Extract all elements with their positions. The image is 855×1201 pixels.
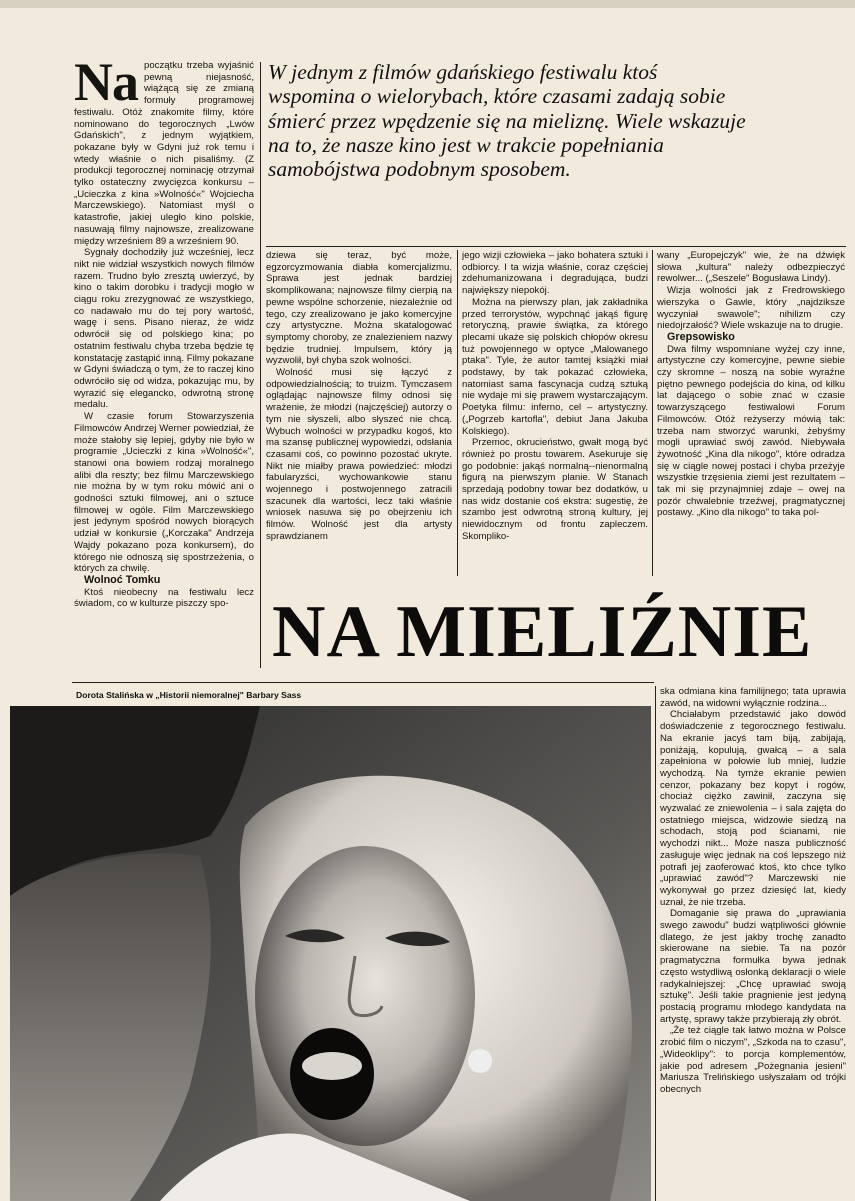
paragraph-1-text: początku trzeba wyjaśnić pewną niejasność, wiążącą się ze zmianą formuły programowej festiwalu. Otóż znakomite filmy, które nominowano do tegorocznych „Lwów Gdańskich", z jednym wyjątkiem, pokazane były w Gdyni już rok temu i wtedy właśnie o nich pisaliśmy. (Z produkcji tegorocznej nominację otrzymał tylko ostateczny zwycięzca konkursu – „Ucieczka z kina »Wolność«" Wojciecha Marczewskiego). Natomiast myśl o katastrofie, jakiej uległo kino polskie, nasuwają filmy najnowsze, zrealizowane między wrześniem 89 a wrześniem 90. [74, 60, 254, 247]
paragraph-4: „Że też ciągle tak łatwo można w Polsce zrobić film o niczym", „Szkoda na to czasu", „Wideoklipy": to porcja komplementów, jakie pod adresem „Pożegnania jesieni" Mariusza Trelińskiego usłyszałam od trójki obecnych [660, 1025, 846, 1095]
paragraph-2: Wizja wolności jak z Fredrowskiego wierszyka o Gawle, który „najdziksze wyczyniał swawole"; nihilizm czy niedojrzałość? Wiele wskazuje na to drugie. [657, 285, 845, 332]
paragraph-3: Domaganie się prawa do „uprawiania swego zawodu" budzi wątpliwości głównie dlatego, że jest jakby trochę zanadto skierowane na siebie. Ta na pozór pragmatyczna formułka bywa jednak często wstydliwą osłonką deklaracji o wiele radykalniejszej: „Chcę uprawiać swoją sztukę". Jeśli takie pragnienie jest jedyną postacią programu młodego kandydata na artystę, sprawy także przybierają zły obrót. [660, 908, 846, 1025]
lead-rule [266, 246, 846, 247]
lead-paragraph [268, 60, 748, 181]
column-rule-2 [457, 250, 458, 576]
lead-text: W jednym z filmów gdańskiego festiwalu ktoś wspomina o wielorybach, które czasami zadają sobie śmierć przez wpędzenie się na mieliznę. Wiele wskazuje na to, że nasze kino jest w trakcie popełniania samobójstwa podobnym sposobem. [268, 60, 746, 182]
caption-rule [72, 682, 654, 683]
photo-scream-scene [10, 706, 651, 1201]
column-1 [74, 60, 254, 670]
paragraph-2: Można na pierwszy plan, jak zakładnika przed terrorystów, wypchnąć jakąś figurę retoryczną, prawie świątka, za którego plecami ukaże się polskich chłopów okresu tuż powojennego w optyce „Malowanego ptaka". Tyle, że autor tamtej książki miał podstawy, by tak pokazać człowieka, natomiast sama fascynacja cudzą sztuką nie wydaje mi się prawem wystarczającym. Poetyka filmu: inferno, cel – artystyczny. („Pogrzeb kartofla", debiut Jana Jakuba Kolskiego). [462, 296, 648, 437]
photo-illustration [10, 706, 651, 1201]
drop-cap: Na [74, 60, 138, 112]
column-5 [660, 686, 846, 1196]
paragraph-1 [74, 60, 254, 247]
column-rule-4 [655, 686, 656, 1201]
paragraph-2: Chciałabym przedstawić jako dowód doświadczenie z tegorocznego festiwalu. Na ekranie jacyś tam biją, zabijają, poniżają, kopulują, gwałcą – a sala zapełniona w połowie lub mniej, ludzie wychodzą. Na tymże ekranie pewien cenzor, pokazany bez kopyt i rogów, chociaż ciężko zawinił, zaczyna się wyzwalać ze zniewolenia – i sala zajęta do ostatniego miejsca, widzowie siedzą na schodach, stoją pod ścianami, nie wychodzi nikt... Może nasza publiczność zasługuje więc jednak na coś lepszego niż potrafi jej zaoferować ktoś, kto chce tylko „uprawiać zawód"? Marczewski nie wykonywał go przez dziesięć lat, kiedy uznał, że nie trzeba. [660, 709, 846, 908]
column-4 [657, 250, 845, 576]
paragraph-4: Ktoś nieobecny na festiwalu lecz świadom, co w kulturze piszczy spo- [74, 586, 254, 610]
top-edge [0, 0, 855, 8]
column-3 [462, 250, 648, 576]
paragraph-2: Sygnały dochodziły już wcześniej, lecz nikt nie widział wszystkich nowych filmów razem. Trudno było zresztą uwierzyć, by kino o takim dorobku i tradycji mogło w ciągu roku zrezygnować ze wszystkiego, co nadawało mu do tej pory wartość, wagę i sens. Pisano nieraz, że widz odwrócił się od polskiego kina; po ostatnim festiwalu chyba trzeba będzie tę konstatację zastąpić inną. Filmy pokazane w Gdyni świadczą o tym, że to raczej kino odwróciło się od widza, pokazując mu, by wyrazić się elegancko, odwrotną stronę medalu. [74, 247, 254, 411]
column-2 [266, 250, 452, 576]
paragraph-3: Dwa filmy wspomniane wyżej czy inne, artystyczne czy komercyjne, pewne siebie czy skromne – noszą na sobie wyraźne piętno pewnego podejścia do kina, od kilku lat dającego o sobie znać w czasie towarzyszącego festiwalowi Forum Filmowców. Otóż reżyserzy mówią tak: trzeba nam stworzyć warunki, żebyśmy mogli uprawiać swój zawód. Niebywała żywotność „Kina dla nikogo", które odradza się w ciągle nowej postaci i chyba przeżyje wszystkie trzęsienia ziemi jest rezultatem – tak mi się przynajmniej zdaje – owej na pozór chwalebnie trzeźwej, pragmatycznej postawy. „Kino dla nikogo" to taka pol- [657, 343, 845, 519]
paragraph-3: W czasie forum Stowarzyszenia Filmowców Andrzej Werner powiedział, że może stałoby się lepiej, gdyby nie było w programie „Ucieczki z kina »Wolność«", stanowi ona bowiem rodzaj moralnego alibi dla reszty; bez filmu Marczewskiego nie można by w tym roku mówić ani o godności sztuki filmowej, ani o sztuce filmowej w ogóle. Film Marczewskiego jest jedynym spośród nowych biorących udział w konkursie („Korczaka" Andrzeja Wajdy pokazano poza konkursem), do którego nie odnoszą się spostrzeżenia, o których za chwilę. [74, 411, 254, 575]
column-rule-3 [652, 250, 653, 576]
paragraph-1: wany „Europejczyk" wie, że na dźwięk słowa „kultura" należy odbezpieczyć rewolwer... („Seszele" Bogusława Lindy). [657, 250, 845, 285]
paragraph-1: dziewa się teraz, być może, egzorcyzmowania diabła komercjalizmu. Sprawa jest jednak bardziej skomplikowana; najnowsze filmy cierpią na pewne wspólne schorzenie, niezależnie od tego, czy zrealizowano je jako komercyjne czy artystyczne. Można skatalogować symptomy choroby, ze znalezieniem nazwy będzie trudniej. Impulsem, który ją wyzwolił, był chyba szok wolności. [266, 250, 452, 367]
column-rule-1 [260, 62, 261, 668]
subhead-wolnoc-tomku: Wolnoć Tomku [84, 573, 161, 586]
paragraph-1: jego wizji człowieka – jako bohatera sztuki i odbiorcy. I ta wizja właśnie, coraz częściej zdehumanizowana i degradująca, budzi największy niepokój. [462, 250, 648, 297]
subhead-grepsowisko: Grepsowisko [667, 330, 735, 343]
paragraph-3: Przemoc, okrucieństwo, gwałt mogą być również po prostu towarem. Asekuruje się go podobnie: jakąś normalną--nienormalną figurą na pierwszym planie. W Stanach sprzedają podobny towar bez dodatków, u nas widz dostanie coś ekstra: sugestię, że szambo jest odwrotną stroną kultury, jej niewidocznym od frontu zapleczem. Skomplіko- [462, 437, 648, 542]
paragraph-1: ska odmiana kina familijnego; tata uprawia zawód, na widowni wyłącznie rodzina... [660, 686, 846, 709]
paragraph-2: Wolność musi się łączyć z odpowiedzialnością; to truizm. Tymczasem oglądając najnowsze filmy odnosi się wrażenie, że młodzi (najczęściej) autorzy o tym nie słyszeli, albo słyszeć nie chcą. Wybuch wolności w przypadku kogoś, kto ma szansę publicznej wypowiedzi, odsłania czasami coś, co powinno pozostać ukryte. Nikt nie miałby prawa powiedzieć: młodzi fabularyzści, wychowankowie stanu wojennego i postwojennego zatracili szacunek dla wartości, lecz taki właśnie wniosek nasuwa się po obejrzeniu ich filmów. Wolność jest dla artysty sprawdzianem [266, 367, 452, 542]
photo-caption: Dorota Stalińska w „Historii niemoralnej" Barbary Sass [76, 690, 302, 700]
article-headline: NA MIELIŹNIE [272, 591, 813, 673]
